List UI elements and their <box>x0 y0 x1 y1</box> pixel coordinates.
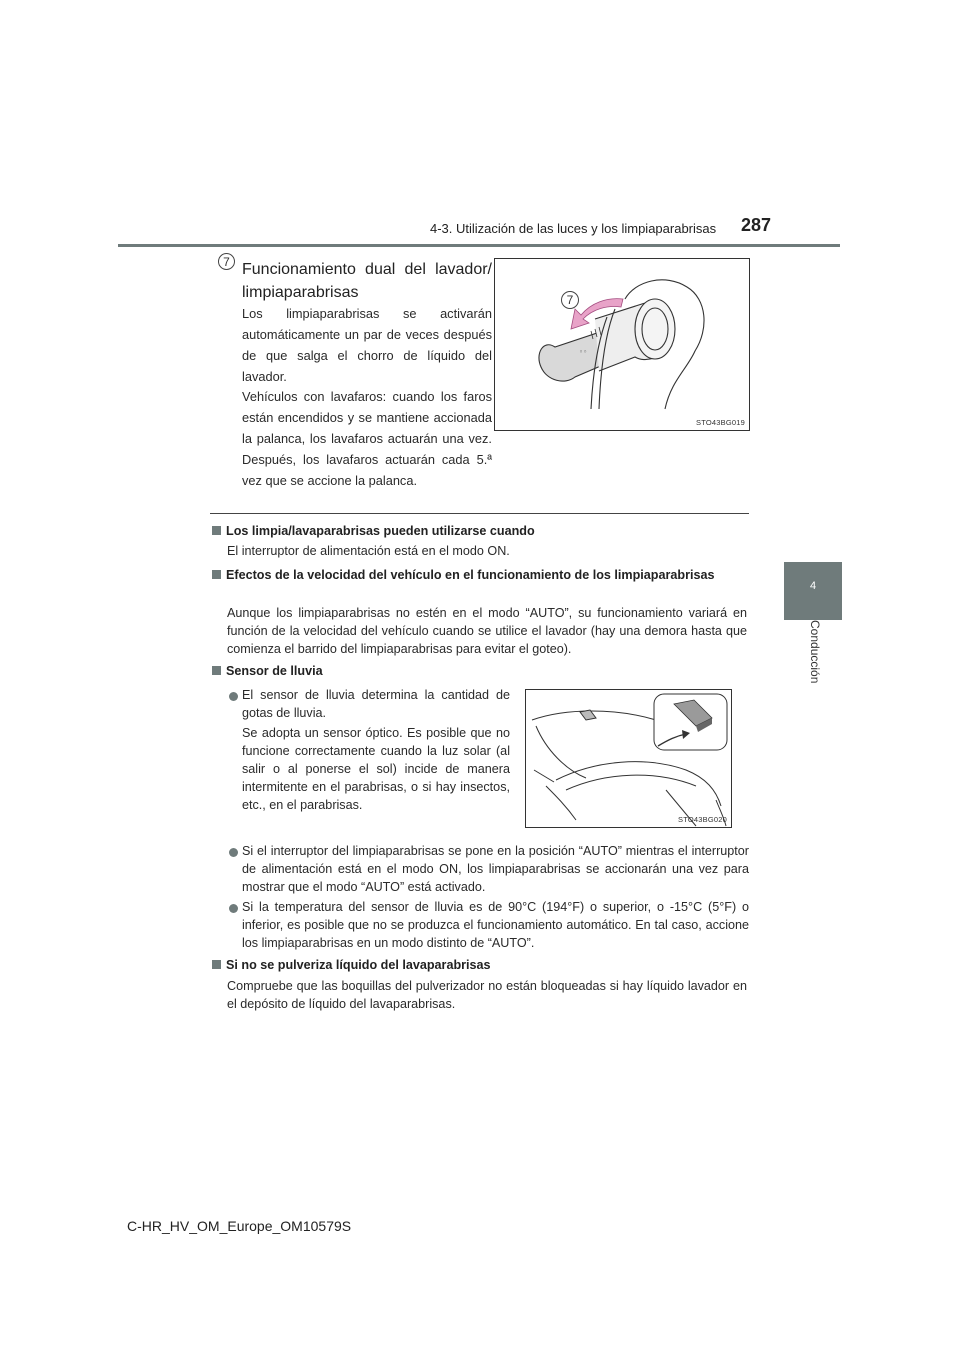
rain-sensor-bullet-2: Si el interruptor del limpiaparabrisas se pone en la posición “AUTO” mientras el interruptor de alimentación está en el modo ON, los limpiaparabrisas se accionarán una vez para mostrar que el modo “AUTO” está activado. <box>242 844 749 894</box>
figure-id: STO43BG020 <box>678 815 727 824</box>
chapter-number: 4 <box>809 580 817 592</box>
round-bullet-icon <box>229 904 238 913</box>
page-number: 287 <box>741 215 772 235</box>
chapter-name-tab <box>784 620 842 724</box>
svg-text:◦◦: ◦◦ <box>579 348 588 356</box>
section-heading-2: Efectos de la velocidad del vehículo en el funcionamiento de los limpiaparabrisas <box>212 566 749 584</box>
figure-badge: 7 <box>561 291 579 309</box>
square-bullet-icon <box>212 526 221 535</box>
item-paragraph-2: Vehículos con lavafaros: cuando los faros están encendidos y se mantiene accionada la palanca, los lavafaros actuarán una vez. Después, los lavafaros actuarán cada 5.ª vez que se accione la palanca. <box>242 389 492 488</box>
wiper-lever-figure <box>494 258 750 431</box>
section-heading-4: Si no se pulveriza líquido del lavaparabrisas <box>212 956 752 974</box>
rain-sensor-figure <box>525 689 732 828</box>
item-title: Funcionamiento dual del lavador/ limpiaparabrisas <box>242 261 492 301</box>
document-code: C-HR_HV_OM_Europe_OM10579S <box>127 1218 352 1234</box>
section-title: 4-3. Utilización de las luces y los limpiaparabrisas <box>430 221 717 236</box>
section-body-4: Compruebe que las boquillas del pulverizador no están bloqueadas si hay líquido lavador en el depósito de líquido del lavaparabrisas. <box>227 979 747 1011</box>
item-paragraph-1: Los limpiaparabrisas se activarán automáticamente un par de veces después de que salga el chorro de líquido del lavador. <box>242 306 492 384</box>
figure-id: STO43BG019 <box>696 418 745 427</box>
square-bullet-icon <box>212 960 221 969</box>
wiper-lever-illustration <box>495 259 749 430</box>
square-bullet-icon <box>212 666 221 675</box>
round-bullet-icon <box>229 848 238 857</box>
chapter-name: Conducción <box>808 620 822 684</box>
header-rule <box>118 244 840 247</box>
chapter-tab <box>784 562 842 620</box>
car-rain-sensor-illustration <box>526 690 731 827</box>
section-separator <box>210 513 749 514</box>
rain-sensor-bullet-1: El sensor de lluvia determina la cantidad de gotas de lluvia. <box>242 688 510 720</box>
section-body-1: El interruptor de alimentación está en el modo ON. <box>227 544 510 558</box>
item-badge: 7 <box>218 253 235 270</box>
rain-sensor-bullet-3: Si la temperatura del sensor de lluvia es de 90°C (194°F) o superior, o -15°C (5°F) o inferior, es posible que no se produzca el funcionamiento automático. En tal caso, accione los limpiaparabrisas en un modo distinto de “AUTO”. <box>242 900 749 950</box>
square-bullet-icon <box>212 570 221 579</box>
section-body-2: Aunque los limpiaparabrisas no estén en el modo “AUTO”, su funcionamiento variará en función de la velocidad del vehículo cuando se utilice el lavador (hay una demora hasta que comienza el barrido del limpiaparabrisas para evitar el goteo). <box>227 606 747 656</box>
rain-sensor-bullet-1-detail: Se adopta un sensor óptico. Es posible que no funcione correctamente cuando la luz solar (al salir o al ponerse el sol) incide de manera intermitente en el parabrisas, o si hay insectos, etc., en el parabrisas. <box>242 726 510 812</box>
section-heading-3: Sensor de lluvia <box>212 662 752 680</box>
round-bullet-icon <box>229 692 238 701</box>
section-heading-1: Los limpia/lavaparabrisas pueden utilizarse cuando <box>212 522 752 540</box>
